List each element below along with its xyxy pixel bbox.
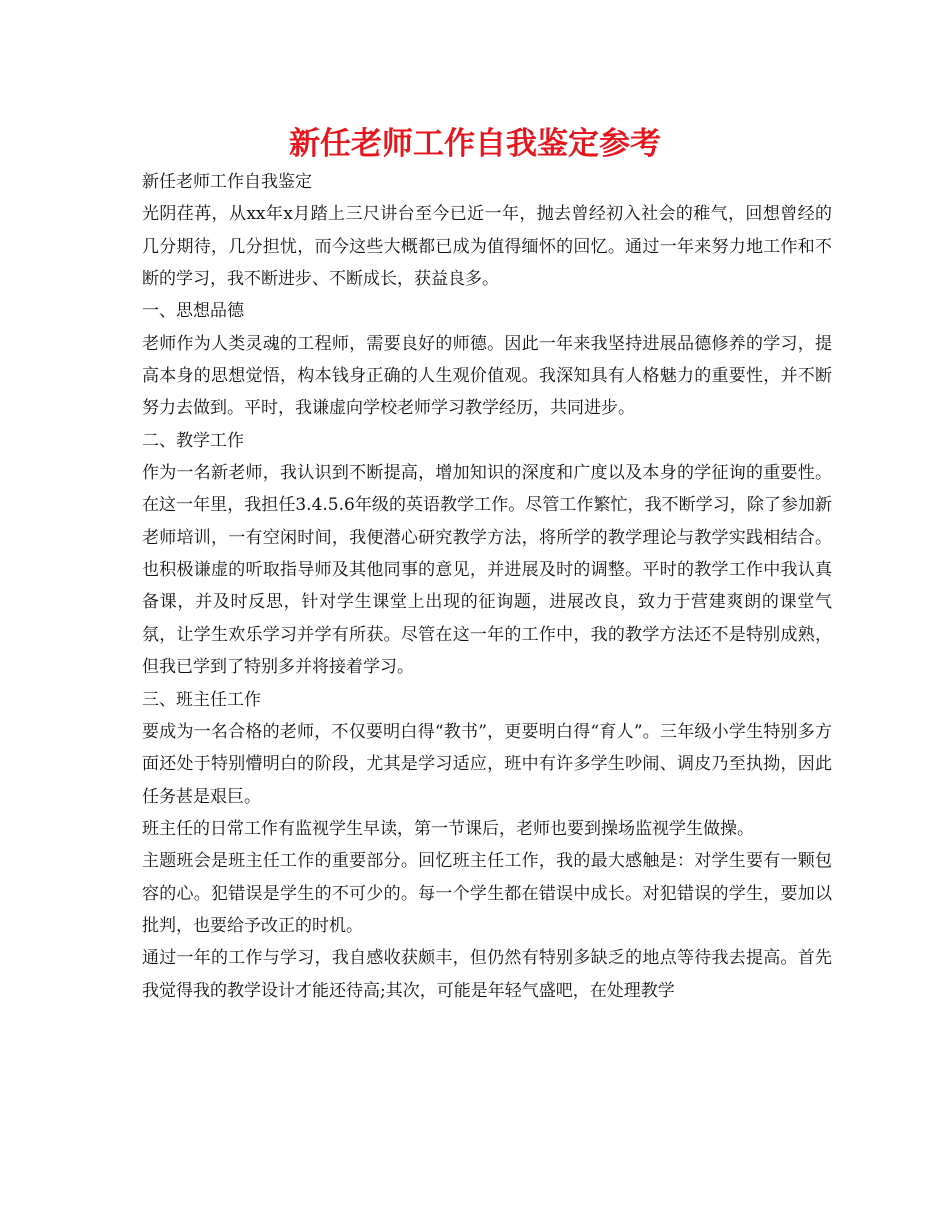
paragraph-teaching: 作为一名新老师，我认识到不断提高，增加知识的深度和广度以及本身的学征询的重要性。在这一年里，我担任3.4.5.6年级的英语教学工作。尽管工作繁忙，我不断学习，除了参加新老师培训，一有空闲时间，我便潜心研究教学方法，将所学的教学理论与教学实践相结合。也积极谦虚的听取指导师及其他同事的意见，并进展及时的调整。平时的教学工作中我认真备课，并及时反思，针对学生课堂上出现的征询题，进展改良，致力于营建爽朗的课堂气氛，让学生欢乐学习并学有所获。尽管在这一年的工作中，我的教学方法还不是特别成熟，但我已学到了特别多并将接着学习。 xyxy=(142,463,832,678)
paragraph-class-teacher-2: 班主任的日常工作有监视学生早读，第一节课后，老师也要到操场监视学生做操。 xyxy=(142,818,754,839)
paragraph-class-meeting: 主题班会是班主任工作的重要部分。回忆班主任工作，我的最大感触是：对学生要有一颗包容的心。犯错误是学生的不可少的。每一个学生都在错误中成长。对犯错误的学生，要加以批判，也要给予改正的时机。 xyxy=(142,851,832,936)
paragraph-subtitle: 新任老师工作自我鉴定 xyxy=(142,172,312,192)
paragraph-morality: 老师作为人类灵魂的工程师，需要良好的师德。因此一年来我坚持进展品德修养的学习，提高本身的思想觉悟，构本钱身正确的人生观价值观。我深知具有人格魅力的重要性，并不断努力去做到。平时，我谦虚向学校老师学习教学经历，共同进步。 xyxy=(142,333,832,419)
document-body xyxy=(142,166,832,1007)
paragraph-intro: 光阴荏苒，从xx年x月踏上三尺讲台至今已近一年，抛去曾经初入社会的稚气，回想曾经的几分期待，几分担忧，而今这些大概都已成为值得缅怀的回忆。通过一年来努力地工作和不断的学习，我不断进步、不断成长，获益良多。 xyxy=(142,204,832,290)
paragraph-summary: 通过一年的工作与学习，我自感收获颇丰，但仍然有特别多缺乏的地点等待我去提高。首先我觉得我的教学设计才能还待高;其次，可能是年轻气盛吧，在处理教学 xyxy=(142,948,832,1001)
section-heading-teaching: 二、教学工作 xyxy=(142,430,244,451)
paragraph-class-teacher-1: 要成为一名合格的老师，不仅要明白得“教书”，更要明白得“育人”。三年级小学生特别多方面还处于特别懵明白的阶段，尤其是学习适应，班中有许多学生吵闹、调皮乃至执拗，因此任务甚是艰巨。 xyxy=(142,721,832,807)
document-title: 新任老师工作自我鉴定参考 xyxy=(289,126,661,162)
section-heading-class-teacher: 三、班主任工作 xyxy=(142,689,261,710)
section-heading-morality: 一、思想品德 xyxy=(142,301,244,322)
